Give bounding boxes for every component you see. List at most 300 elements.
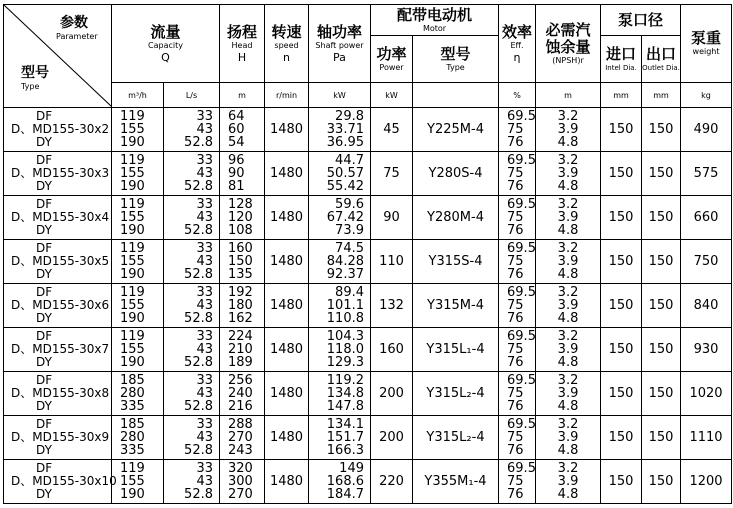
unit-inlet: mm [601,83,642,108]
motor-power-value: 160 [371,328,413,372]
model-line-2: D、MD155-30x4 [11,210,110,224]
eff-cell [499,372,536,416]
unit-speed: r/min [265,83,309,108]
eff-value: 76 [507,487,524,502]
h-value: 256 [228,373,253,388]
q2-cell [164,240,220,284]
weight-value: 1200 [681,460,732,504]
q1-cell [112,108,164,152]
pa-value: 84.28 [326,254,364,269]
h-value: 224 [228,329,253,344]
h-value: 180 [228,298,253,313]
q2-cell [164,372,220,416]
q2-cell [164,460,220,504]
eff-value: 69.5 [507,329,536,344]
npsh-value: 3.2 [557,197,579,212]
q1-value: 190 [120,267,145,282]
unit-flow-ls: L/s [164,83,220,108]
q1-value: 335 [120,443,145,458]
model-line-3: DY [36,135,52,149]
h-value: 189 [228,355,253,370]
unit-outlet: mm [642,83,681,108]
eff-cell [499,152,536,196]
q2-value: 33 [196,109,213,124]
q1-value: 119 [120,241,145,256]
q1-value: 119 [120,285,145,300]
weight-value: 750 [681,240,732,284]
pa-cell [309,152,371,196]
npsh-value: 4.8 [557,223,579,238]
pa-value: 118.0 [326,342,364,357]
motor-power-header: 功率 Power [371,36,413,83]
q2-value: 43 [196,298,213,313]
npsh-header: 必需汽 蚀余量 (NPSH)r [536,5,601,83]
q1-value: 155 [120,298,145,313]
model-line-1: DF [36,329,53,343]
pa-value: 129.3 [326,355,364,370]
h-value: 81 [228,179,245,194]
model-line-2: D、MD155-30x6 [11,298,110,312]
npsh-cell [536,284,601,328]
eff-value: 76 [507,443,524,458]
q1-value: 335 [120,399,145,414]
q2-value: 43 [196,210,213,225]
motor-type-value: Y315L₁-4 [413,328,499,372]
q1-value: 119 [120,153,145,168]
npsh-value: 3.2 [557,241,579,256]
q1-value: 155 [120,122,145,137]
outlet-value: 150 [642,460,681,504]
speed-value: 1480 [265,416,309,460]
npsh-cell [536,328,601,372]
q1-cell [112,196,164,240]
inlet-value: 150 [601,460,642,504]
q1-value: 185 [120,417,145,432]
h-value: 150 [228,254,253,269]
motor-type-value: Y315M-4 [413,284,499,328]
npsh-value: 3.2 [557,329,579,344]
eff-value: 76 [507,135,524,150]
pa-cell [309,372,371,416]
motor-type-value: Y225M-4 [413,108,499,152]
q1-value: 190 [120,487,145,502]
npsh-cell [536,372,601,416]
outlet-value: 150 [642,284,681,328]
npsh-value: 3.9 [557,210,579,225]
model-line-3: DY [36,443,52,457]
inlet-value: 150 [601,372,642,416]
q1-value: 119 [120,109,145,124]
eff-value: 75 [507,210,524,225]
q2-cell [164,152,220,196]
motor-type-value: Y280S-4 [413,152,499,196]
pa-value: 134.1 [326,417,364,432]
model-line-3: DY [36,355,52,369]
eff-value: 76 [507,267,524,282]
npsh-value: 4.8 [557,443,579,458]
unit-weight: kg [681,83,732,108]
h-value: 210 [228,342,253,357]
npsh-value: 3.2 [557,109,579,124]
model-line-1: DF [36,109,53,123]
inlet-header: 进口 Intel Dia. [601,36,642,83]
q2-value: 33 [196,241,213,256]
q1-value: 190 [120,179,145,194]
model-cell [4,152,112,196]
pa-value: 36.95 [326,135,364,150]
pa-value: 184.7 [326,487,364,502]
h-value: 64 [228,109,245,124]
speed-value: 1480 [265,284,309,328]
pa-value: 119.2 [326,373,364,388]
eff-value: 76 [507,311,524,326]
pa-cell [309,240,371,284]
npsh-value: 4.8 [557,399,579,414]
q2-value: 52.8 [184,223,213,238]
npsh-value: 3.9 [557,386,579,401]
eff-value: 75 [507,254,524,269]
param-label-en: Parameter [56,32,98,41]
eff-value: 76 [507,399,524,414]
q2-cell [164,196,220,240]
model-line-2: D、MD155-30x5 [11,254,110,268]
npsh-cell [536,108,601,152]
model-line-1: DF [36,197,53,211]
eff-cell [499,108,536,152]
model-line-2: D、MD155-30x3 [11,166,110,180]
eff-value: 69.5 [507,461,536,476]
h-value: 160 [228,241,253,256]
q2-value: 33 [196,417,213,432]
outlet-value: 150 [642,372,681,416]
model-line-3: DY [36,487,52,501]
pa-value: 55.42 [326,179,364,194]
eff-value: 69.5 [507,373,536,388]
npsh-value: 3.2 [557,153,579,168]
efficiency-header: 效率 Eff. η [499,5,536,83]
model-line-1: DF [36,153,53,167]
h-cell [220,196,265,240]
pa-value: 50.57 [326,166,364,181]
model-line-2: D、MD155-30x9 [11,430,110,444]
h-value: 216 [228,399,253,414]
speed-value: 1480 [265,328,309,372]
weight-header: 泵重 weight [681,5,732,83]
unit-shaft-power: kW [309,83,371,108]
outlet-value: 150 [642,152,681,196]
header-row-1 [4,5,732,36]
model-cell [4,108,112,152]
npsh-value: 3.9 [557,254,579,269]
q2-value: 43 [196,474,213,489]
q1-cell [112,416,164,460]
param-type-header [4,5,112,108]
h-value: 90 [228,166,245,181]
speed-value: 1480 [265,152,309,196]
model-cell [4,372,112,416]
q2-value: 52.8 [184,355,213,370]
model-cell [4,240,112,284]
motor-type-value: Y315L₂-4 [413,372,499,416]
eff-cell [499,196,536,240]
model-line-3: DY [36,179,52,193]
q2-value: 33 [196,285,213,300]
unit-motor-type [413,83,499,108]
h-cell [220,284,265,328]
q1-value: 190 [120,223,145,238]
q2-value: 52.8 [184,487,213,502]
q2-value: 33 [196,461,213,476]
model-cell [4,196,112,240]
pa-value: 149 [339,461,364,476]
npsh-value: 4.8 [557,267,579,282]
table-row [4,240,732,284]
q2-value: 52.8 [184,311,213,326]
model-line-1: DF [36,241,53,255]
q2-value: 43 [196,166,213,181]
h-value: 288 [228,417,253,432]
pa-value: 92.37 [326,267,364,282]
q1-value: 280 [120,430,145,445]
eff-value: 76 [507,179,524,194]
h-value: 300 [228,474,253,489]
npsh-value: 3.9 [557,166,579,181]
q1-cell [112,328,164,372]
npsh-value: 3.2 [557,417,579,432]
pa-value: 147.8 [326,399,364,414]
weight-value: 490 [681,108,732,152]
q2-value: 33 [196,329,213,344]
model-line-2: D、MD155-30x10 [11,474,117,488]
unit-npsh: m [536,83,601,108]
motor-type-value: Y315L₂-4 [413,416,499,460]
shaft-power-header: 轴功率 Shaft power Pa [309,5,371,83]
h-value: 135 [228,267,253,282]
outlet-header: 出口 Outlet Dia. [642,36,681,83]
h-cell [220,152,265,196]
h-cell [220,460,265,504]
h-cell [220,328,265,372]
motor-power-value: 200 [371,416,413,460]
q1-value: 190 [120,355,145,370]
speed-header: 转速 speed n [265,5,309,83]
h-value: 96 [228,153,245,168]
motor-power-value: 220 [371,460,413,504]
q2-value: 52.8 [184,399,213,414]
model-line-1: DF [36,373,53,387]
pump-spec-table [3,4,732,504]
h-value: 320 [228,461,253,476]
outlet-value: 150 [642,240,681,284]
param-label-cn: 参数 [60,15,88,31]
pa-value: 29.8 [335,109,364,124]
npsh-cell [536,152,601,196]
motor-header: 配带电动机 Motor [371,5,499,36]
npsh-value: 3.9 [557,474,579,489]
q2-value: 33 [196,197,213,212]
q2-cell [164,328,220,372]
model-line-2: D、MD155-30x7 [11,342,110,356]
eff-value: 69.5 [507,153,536,168]
pa-value: 59.6 [335,197,364,212]
weight-value: 840 [681,284,732,328]
npsh-value: 3.9 [557,430,579,445]
speed-value: 1480 [265,240,309,284]
eff-value: 75 [507,430,524,445]
pa-value: 101.1 [326,298,364,313]
eff-value: 75 [507,122,524,137]
units-row [4,83,732,108]
q2-cell [164,284,220,328]
model-line-2: D、MD155-30x2 [11,122,110,136]
motor-power-value: 45 [371,108,413,152]
pa-cell [309,284,371,328]
inlet-value: 150 [601,240,642,284]
weight-value: 1110 [681,416,732,460]
eff-value: 69.5 [507,285,536,300]
pa-cell [309,108,371,152]
weight-value: 660 [681,196,732,240]
pa-value: 89.4 [335,285,364,300]
q1-value: 190 [120,311,145,326]
q2-value: 43 [196,342,213,357]
q1-value: 185 [120,373,145,388]
eff-value: 76 [507,355,524,370]
q2-value: 52.8 [184,179,213,194]
q1-value: 155 [120,210,145,225]
pa-cell [309,460,371,504]
model-cell [4,328,112,372]
inlet-value: 150 [601,152,642,196]
data-rows [4,108,732,504]
table-row [4,416,732,460]
pa-value: 110.8 [326,311,364,326]
q1-value: 155 [120,474,145,489]
npsh-value: 3.9 [557,122,579,137]
model-line-1: DF [36,417,53,431]
motor-power-value: 90 [371,196,413,240]
h-cell [220,108,265,152]
pa-value: 67.42 [326,210,364,225]
pa-value: 73.9 [335,223,364,238]
eff-cell [499,240,536,284]
h-cell [220,416,265,460]
npsh-value: 4.8 [557,135,579,150]
pa-value: 166.3 [326,443,364,458]
model-line-1: DF [36,461,53,475]
h-value: 270 [228,487,253,502]
q2-value: 33 [196,373,213,388]
motor-power-value: 132 [371,284,413,328]
h-value: 240 [228,386,253,401]
table-row [4,328,732,372]
q1-value: 119 [120,329,145,344]
npsh-value: 4.8 [557,355,579,370]
eff-value: 75 [507,166,524,181]
inlet-value: 150 [601,328,642,372]
npsh-value: 3.2 [557,373,579,388]
h-cell [220,240,265,284]
diameter-header: 泵口径 [601,5,681,36]
outlet-value: 150 [642,416,681,460]
q1-value: 119 [120,197,145,212]
model-line-3: DY [36,311,52,325]
unit-efficiency: % [499,83,536,108]
pa-cell [309,328,371,372]
unit-head: m [220,83,265,108]
unit-flow-m3h: m³/h [112,83,164,108]
pa-cell [309,196,371,240]
pa-value: 168.6 [326,474,364,489]
q1-value: 119 [120,461,145,476]
npsh-value: 3.9 [557,342,579,357]
npsh-value: 3.2 [557,461,579,476]
table-row [4,196,732,240]
npsh-value: 3.9 [557,298,579,313]
q2-value: 43 [196,386,213,401]
eff-value: 69.5 [507,109,536,124]
npsh-cell [536,416,601,460]
eff-value: 75 [507,474,524,489]
q2-value: 43 [196,254,213,269]
q1-value: 155 [120,254,145,269]
h-value: 162 [228,311,253,326]
q1-value: 280 [120,386,145,401]
eff-value: 69.5 [507,417,536,432]
npsh-value: 4.8 [557,179,579,194]
h-value: 108 [228,223,253,238]
pa-value: 74.5 [335,241,364,256]
model-line-3: DY [36,267,52,281]
motor-power-value: 200 [371,372,413,416]
q1-cell [112,372,164,416]
eff-cell [499,284,536,328]
q2-value: 52.8 [184,135,213,150]
q1-cell [112,152,164,196]
motor-type-value: Y280M-4 [413,196,499,240]
speed-value: 1480 [265,196,309,240]
speed-value: 1480 [265,108,309,152]
q2-cell [164,108,220,152]
npsh-cell [536,196,601,240]
inlet-value: 150 [601,108,642,152]
q1-value: 190 [120,135,145,150]
q2-value: 52.8 [184,443,213,458]
h-value: 54 [228,135,245,150]
npsh-cell [536,240,601,284]
h-value: 243 [228,443,253,458]
outlet-value: 150 [642,108,681,152]
model-line-2: D、MD155-30x8 [11,386,110,400]
motor-type-value: Y315S-4 [413,240,499,284]
h-cell [220,372,265,416]
model-line-1: DF [36,285,53,299]
eff-value: 75 [507,298,524,313]
pa-cell [309,416,371,460]
outlet-value: 150 [642,196,681,240]
model-cell [4,460,117,504]
q2-value: 43 [196,430,213,445]
inlet-value: 150 [601,416,642,460]
eff-value: 69.5 [507,241,536,256]
pa-value: 44.7 [335,153,364,168]
table-row [4,108,732,152]
inlet-value: 150 [601,284,642,328]
model-line-3: DY [36,223,52,237]
flow-header: 流量 Capacity Q [112,5,220,83]
pa-value: 134.8 [326,386,364,401]
type-label-en: Type [21,82,40,91]
